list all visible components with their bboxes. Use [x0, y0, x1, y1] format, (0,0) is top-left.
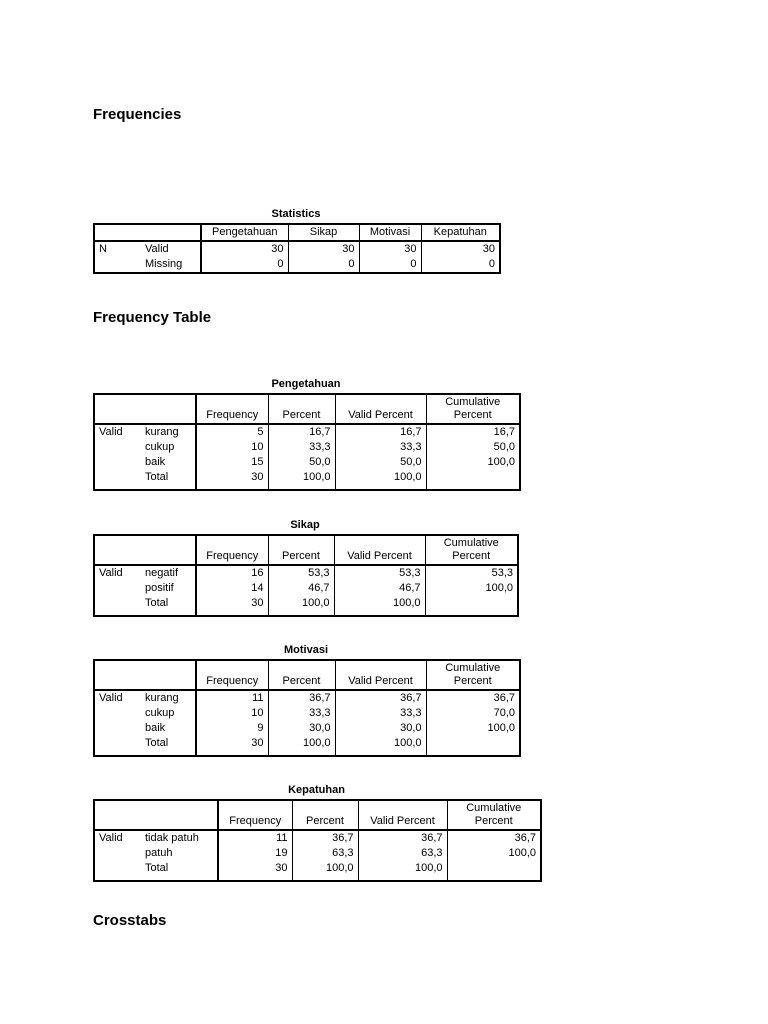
row-label: Total	[145, 737, 169, 749]
statistics-corner-cell	[94, 224, 201, 241]
cumulative-percent-cell: 100,0	[447, 846, 541, 861]
frequency-table-block-motivasi	[93, 644, 521, 757]
frequency-cell: 11	[218, 830, 292, 846]
row-label: positif	[145, 582, 174, 594]
row-group-label: Valid	[99, 832, 123, 844]
table-row	[94, 846, 541, 861]
row-group-label: Valid	[99, 567, 123, 579]
spacer-cell	[196, 485, 268, 490]
valid-percent-cell: 100,0	[335, 470, 426, 485]
col-header-cumulative-percent: Cumulative Percent	[426, 660, 520, 690]
table-row	[94, 455, 520, 470]
cumulative-percent-cell: 100,0	[426, 455, 520, 470]
section-title-frequency-table: Frequency Table	[93, 309, 212, 326]
col-header-cumulative-percent: Cumulative Percent	[426, 394, 520, 424]
corner-cell	[94, 535, 196, 565]
frequency-cell: 30	[218, 861, 292, 876]
row-label: cukup	[145, 441, 175, 453]
spacer-cell	[94, 611, 141, 616]
row-label: cukup	[145, 707, 175, 719]
spacer-cell	[335, 485, 426, 490]
valid-percent-cell: 50,0	[335, 455, 426, 470]
table-caption: Motivasi	[283, 644, 328, 656]
frequency-cell: 5	[196, 424, 268, 440]
cumulative-percent-cell: 36,7	[426, 690, 520, 706]
cumulative-percent-cell: 53,3	[425, 565, 518, 581]
row-group-label	[94, 846, 141, 861]
table-spacer-row	[94, 751, 520, 756]
section-title-frequencies: Frequencies	[93, 106, 182, 123]
spacer-cell	[141, 611, 196, 616]
statistics-col-header: Pengetahuan	[201, 224, 288, 241]
row-group-label	[94, 721, 141, 736]
percent-cell: 36,7	[268, 690, 335, 706]
valid-percent-cell: 33,3	[335, 440, 426, 455]
spacer-cell	[425, 611, 518, 616]
frequency-cell: 30	[196, 736, 268, 751]
valid-percent-cell: 100,0	[358, 861, 447, 876]
valid-percent-cell: 63,3	[358, 846, 447, 861]
statistics-cell: 30	[421, 241, 500, 257]
row-label: negatif	[145, 567, 179, 579]
percent-cell: 100,0	[292, 861, 358, 876]
cumulative-percent-cell	[426, 736, 520, 751]
statistics-table-block	[93, 208, 501, 274]
spacer-cell	[447, 876, 541, 881]
statistics-cell: 30	[359, 241, 421, 257]
valid-percent-cell: 100,0	[334, 596, 425, 611]
statistics-header-row	[94, 224, 500, 241]
spacer-cell	[141, 485, 196, 490]
table-row	[94, 830, 541, 846]
statistics-col-header: Kepatuhan	[421, 224, 500, 241]
valid-percent-cell: 30,0	[335, 721, 426, 736]
frequency-table-block-kepatuhan	[93, 784, 542, 882]
table-caption: Pengetahuan	[271, 378, 341, 390]
table-row	[94, 721, 520, 736]
percent-cell: 53,3	[268, 565, 334, 581]
row-label: Missing	[145, 258, 183, 270]
table-row-total	[94, 736, 520, 751]
frequency-cell: 11	[196, 690, 268, 706]
row-label: Total	[145, 862, 169, 874]
valid-percent-cell: 46,7	[334, 581, 425, 596]
spacer-cell	[292, 876, 358, 881]
statistics-cell: 0	[359, 257, 421, 273]
frequency-cell: 10	[196, 440, 268, 455]
col-header-frequency: Frequency	[196, 660, 268, 690]
table-row	[94, 424, 520, 440]
row-group-label	[94, 440, 141, 455]
statistics-cell: 0	[421, 257, 500, 273]
frequency-cell: 9	[196, 721, 268, 736]
frequency-table	[93, 799, 542, 882]
row-group-label: N	[99, 243, 107, 255]
col-header-frequency: Frequency	[196, 394, 268, 424]
statistics-cell: 30	[201, 241, 288, 257]
row-label: baik	[145, 722, 166, 734]
corner-cell	[94, 800, 218, 830]
frequency-table-block-pengetahuan	[93, 378, 521, 491]
table-spacer-row	[94, 876, 541, 881]
percent-cell: 36,7	[292, 830, 358, 846]
col-header-percent: Percent	[268, 660, 335, 690]
frequency-cell: 19	[218, 846, 292, 861]
spacer-cell	[94, 876, 141, 881]
percent-cell: 30,0	[268, 721, 335, 736]
row-label: kurang	[145, 692, 179, 704]
frequency-table-block-sikap	[93, 519, 519, 617]
row-group-label: Valid	[99, 426, 123, 438]
cumulative-percent-cell: 16,7	[426, 424, 520, 440]
row-group-label	[94, 455, 141, 470]
table-header-row	[94, 394, 520, 424]
spacer-cell	[141, 751, 196, 756]
statistics-cell: 30	[288, 241, 359, 257]
spacer-cell	[268, 611, 334, 616]
col-header-percent: Percent	[268, 394, 335, 424]
spacer-cell	[268, 485, 335, 490]
table-spacer-row	[94, 611, 518, 616]
table-caption: Sikap	[290, 519, 320, 531]
percent-cell: 33,3	[268, 706, 335, 721]
col-header-frequency: Frequency	[218, 800, 292, 830]
row-group-label	[94, 706, 141, 721]
percent-cell: 100,0	[268, 470, 335, 485]
spacer-cell	[94, 751, 141, 756]
section-title-crosstabs: Crosstabs	[93, 912, 167, 929]
corner-cell	[94, 660, 196, 690]
row-group-label	[94, 581, 141, 596]
table-caption: Kepatuhan	[288, 784, 345, 796]
spacer-cell	[426, 485, 520, 490]
table-row	[94, 690, 520, 706]
valid-percent-cell: 53,3	[334, 565, 425, 581]
frequency-cell: 30	[196, 470, 268, 485]
row-label: kurang	[145, 426, 179, 438]
cumulative-percent-cell: 100,0	[426, 721, 520, 736]
table-spacer-row	[94, 485, 520, 490]
row-group-label	[94, 736, 141, 751]
col-header-cumulative-percent: Cumulative Percent	[447, 800, 541, 830]
table-row	[94, 440, 520, 455]
statistics-row	[94, 257, 500, 273]
col-header-valid-percent: Valid Percent	[334, 535, 425, 565]
frequency-cell: 16	[196, 565, 268, 581]
cumulative-percent-cell: 70,0	[426, 706, 520, 721]
table-row-total	[94, 470, 520, 485]
statistics-cell: 0	[288, 257, 359, 273]
statistics-col-header: Motivasi	[359, 224, 421, 241]
percent-cell: 50,0	[268, 455, 335, 470]
spacer-cell	[268, 751, 335, 756]
row-group-label	[94, 470, 141, 485]
spacer-cell	[218, 876, 292, 881]
cumulative-percent-cell: 50,0	[426, 440, 520, 455]
percent-cell: 100,0	[268, 736, 335, 751]
col-header-cumulative-percent: Cumulative Percent	[425, 535, 518, 565]
row-label: patuh	[145, 847, 173, 859]
row-group-label	[94, 257, 141, 273]
valid-percent-cell: 33,3	[335, 706, 426, 721]
spacer-cell	[141, 876, 218, 881]
row-label: Total	[145, 597, 169, 609]
cumulative-percent-cell	[426, 470, 520, 485]
spacer-cell	[335, 751, 426, 756]
table-header-row	[94, 535, 518, 565]
spacer-cell	[426, 751, 520, 756]
statistics-row	[94, 241, 500, 257]
cumulative-percent-cell	[425, 596, 518, 611]
percent-cell: 16,7	[268, 424, 335, 440]
row-label: tidak patuh	[145, 832, 199, 844]
cumulative-percent-cell: 100,0	[425, 581, 518, 596]
percent-cell: 63,3	[292, 846, 358, 861]
spacer-cell	[94, 485, 141, 490]
col-header-valid-percent: Valid Percent	[335, 660, 426, 690]
frequency-table	[93, 534, 519, 617]
percent-cell: 46,7	[268, 581, 334, 596]
percent-cell: 100,0	[268, 596, 334, 611]
valid-percent-cell: 16,7	[335, 424, 426, 440]
table-row	[94, 581, 518, 596]
frequency-cell: 15	[196, 455, 268, 470]
table-row	[94, 706, 520, 721]
valid-percent-cell: 36,7	[335, 690, 426, 706]
col-header-valid-percent: Valid Percent	[358, 800, 447, 830]
percent-cell: 33,3	[268, 440, 335, 455]
frequency-cell: 10	[196, 706, 268, 721]
row-label: baik	[145, 456, 166, 468]
col-header-percent: Percent	[268, 535, 334, 565]
table-row-total	[94, 861, 541, 876]
statistics-caption: Statistics	[271, 208, 321, 220]
cumulative-percent-cell: 36,7	[447, 830, 541, 846]
col-header-frequency: Frequency	[196, 535, 268, 565]
statistics-table	[93, 223, 501, 274]
table-row-total	[94, 596, 518, 611]
frequency-cell: 14	[196, 581, 268, 596]
spacer-cell	[358, 876, 447, 881]
row-group-label: Valid	[99, 692, 123, 704]
row-label: Valid	[145, 243, 169, 255]
spacer-cell	[196, 611, 268, 616]
col-header-valid-percent: Valid Percent	[335, 394, 426, 424]
valid-percent-cell: 36,7	[358, 830, 447, 846]
table-header-row	[94, 800, 541, 830]
corner-cell	[94, 394, 196, 424]
statistics-col-header: Sikap	[288, 224, 359, 241]
col-header-percent: Percent	[292, 800, 358, 830]
table-row	[94, 565, 518, 581]
row-group-label	[94, 596, 141, 611]
statistics-cell: 0	[201, 257, 288, 273]
frequency-table	[93, 659, 521, 757]
frequency-cell: 30	[196, 596, 268, 611]
row-label: Total	[145, 471, 169, 483]
frequency-table	[93, 393, 521, 491]
cumulative-percent-cell	[447, 861, 541, 876]
spacer-cell	[334, 611, 425, 616]
row-group-label	[94, 861, 141, 876]
spacer-cell	[196, 751, 268, 756]
valid-percent-cell: 100,0	[335, 736, 426, 751]
table-header-row	[94, 660, 520, 690]
